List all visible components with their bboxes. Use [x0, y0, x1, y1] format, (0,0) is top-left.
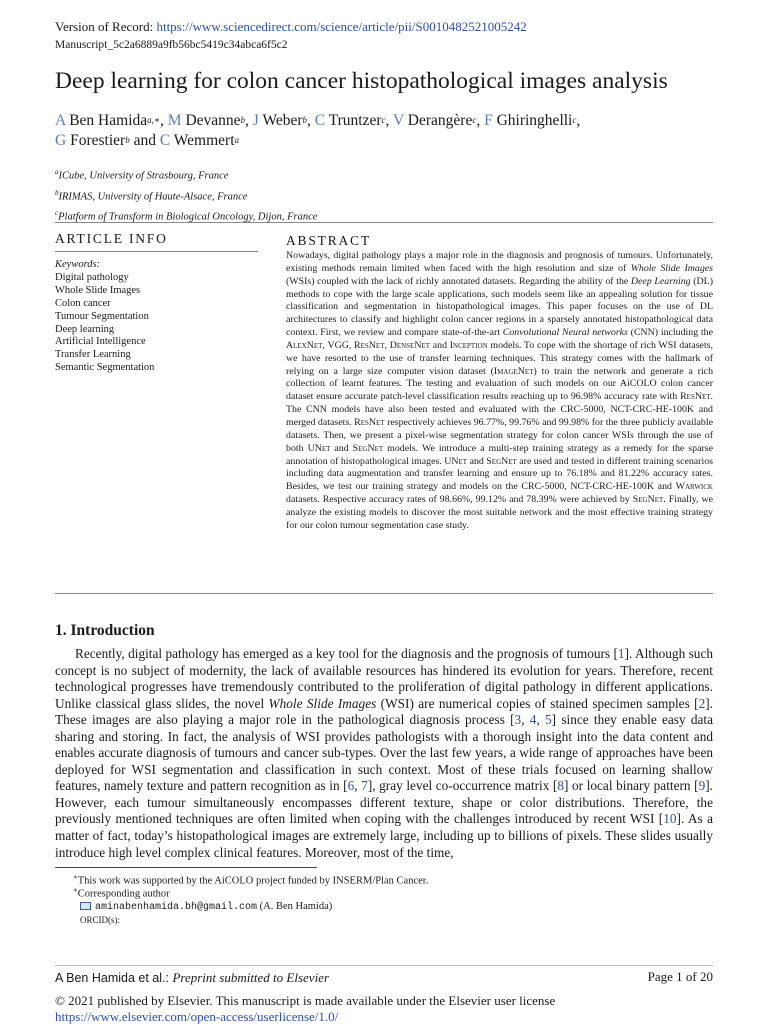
author	[55, 132, 130, 149]
affiliation-text: Platform of Transform in Biological Oncology, Dijon, France	[58, 211, 318, 223]
text-run: (CNN) including the	[627, 327, 713, 339]
version-of-record	[55, 19, 527, 35]
keyword: Whole Slide Images	[55, 284, 141, 296]
page-number: Page 1 of 20	[647, 969, 713, 984]
divider	[55, 593, 713, 594]
citation-link[interactable]: 4	[529, 712, 537, 728]
footnote-text: This work was supported by the AiCOLO project funded by INSERM/Plan Cancer.	[77, 875, 429, 887]
author-email[interactable]: aminabenhamida.bh@gmail.com	[95, 902, 258, 913]
abstract-heading: ABSTRACT	[286, 233, 371, 248]
paragraph	[55, 646, 713, 861]
text-run: ]. Although such concept is no subject of modernity, the lack of available resources has hindered its evolution for years. Therefore, recent technological progresses have tremendously contributed to the proliferation of digital pathology in different applications. Unlike classical glass slides, the novel	[55, 646, 713, 711]
keyword-list	[55, 259, 255, 375]
author-initial: A	[55, 112, 66, 129]
running-authors: A Ben Hamida et al.:	[55, 971, 169, 985]
keywords-label: Keywords:	[55, 259, 101, 270]
text-run: datasets. Respective accuracy rates of 98.66%, 99.12% and 78.39% were achieved by	[286, 494, 633, 506]
affiliation-text: IRIMAS, University of Haute-Alsace, France	[58, 191, 248, 202]
affiliation-mark: a	[55, 168, 59, 176]
text-run: ]. As a matter of fact, today’s histopathological images are extremely large, including up to billions of pixels. These slides usually introduce high level complex clinical features. Moreover, most of the time,	[55, 811, 713, 860]
model-name: SegNet	[632, 494, 664, 506]
author-initial: C	[159, 132, 171, 149]
text-run: respectively achieves 96.77%, 99.76% and 99.98% for the three publicly available datasets. Then, we present a pixel-wise segmentation strategy for colon cancer WSIs through the use of both	[286, 416, 713, 454]
text-run: models. To cope with the shortage of rich WSI datasets, we have resorted to the use of transfer learning techniques. This strategy comes with the hallmark of relying on a large size computer vision dataset (	[286, 339, 713, 377]
author-affiliation-mark: a	[234, 135, 240, 145]
author-initial: M	[167, 112, 182, 129]
emphasis: Whole Slide Images	[630, 262, 713, 274]
author	[160, 132, 239, 149]
emphasis: Convolutional Neural networks	[502, 327, 628, 339]
affiliation-mark: b	[55, 188, 59, 197]
vor-label: Version of Record:	[55, 19, 154, 34]
text-run: ], gray level co-occurrence matrix [	[367, 778, 558, 794]
author-affiliation-mark: c	[381, 115, 386, 125]
citation-link[interactable]: 2	[698, 695, 706, 711]
email-owner: (A. Ben Hamida)	[259, 901, 333, 912]
license-link[interactable]: https://www.elsevier.com/open-access/userlicense/1.0/	[55, 1009, 339, 1024]
emphasis: Deep Learning	[630, 275, 691, 287]
text-run: . Finally, we analyze the existing models to discover the most suitable network and the most effective training strategy for our colon tumour segmentation case study.	[286, 494, 713, 531]
citation-link[interactable]: 9	[698, 778, 706, 794]
footnote-mark: ∗	[73, 873, 78, 881]
citation-link[interactable]: 5	[545, 712, 552, 728]
author-affiliation-mark: c	[472, 115, 477, 125]
author-list: A Ben Hamida$^{a,∗}$, M Devanne$^b$, J Weber$^b$, C Truntzer$^c$, V Derangère$^c$, F Ghiringhelli$^c$, G Forestier$^b$ and C Wemmert$^a$	[55, 112, 581, 149]
model-name: ImageNet	[493, 365, 534, 377]
funding-footnote	[73, 873, 428, 887]
keyword: Semantic Segmentation	[55, 362, 155, 374]
footer-divider	[55, 965, 713, 966]
text-run: models. We introduce a multi-step training strategy as a remedy for the sparse annotation of histopathological images.	[286, 442, 713, 467]
affiliation-text: ICube, University of Strasbourg, France	[58, 170, 229, 182]
author	[393, 112, 476, 129]
citation-link[interactable]: 8	[557, 778, 565, 794]
affiliation	[55, 185, 317, 206]
abstract-text	[286, 250, 713, 533]
footnote-text: Corresponding author	[77, 888, 170, 900]
author-initial: V	[393, 112, 404, 129]
model-name: DenseNet	[389, 339, 431, 351]
email-line	[80, 901, 332, 913]
citation-link[interactable]: 3	[514, 712, 522, 728]
citation-link[interactable]: 6	[347, 778, 355, 794]
author-initial: F	[484, 112, 493, 129]
model-name: ResNet	[680, 391, 711, 403]
citation-link[interactable]: 1	[617, 646, 625, 661]
footnote-mark: ∗	[73, 886, 78, 894]
author-name: Weber	[262, 112, 303, 129]
divider	[55, 222, 713, 223]
text-run: and	[430, 339, 450, 351]
text-run: ] or local binary pattern [	[564, 778, 699, 794]
corresponding-footnote	[73, 886, 170, 900]
text-run: are used and tested in different training scenarios including data augmentation and transfer learning and ensure up to 76.18% and 81.22% accuracy rates. Besides, we test our training strategy and models on the CRC-5000, NCT-CRC-HE-100K and	[286, 455, 713, 493]
author-affiliation-mark: b	[240, 115, 246, 125]
text-run: ]. These images are also playing a major role in the pathological diagnosis process [	[55, 695, 713, 728]
section-heading: 1. Introduction	[55, 622, 155, 639]
keyword: Tumour Segmentation	[55, 310, 149, 322]
keyword: Artificial Intelligence	[55, 336, 146, 348]
author-name: Ben Hamida	[69, 112, 148, 129]
model-name: UNet	[307, 442, 331, 454]
text-run: ] since they enable easy data sharing and storing. In fact, the analysis of WSI provides pathologists with a thorough insight into the data content and enables accurate diagnosis of tumours and cancer sub-types. Over the last few years, a wide range of approaches have been deployed for WSI segmentation and classification in such context. Most of these trials focused on learning shallow features, namely texture and pattern recognition as in [	[55, 712, 713, 794]
text-run: (WSI) are numerical copies of stained specimen samples [	[376, 695, 699, 711]
author-name: Derangère	[407, 112, 473, 129]
envelope-icon	[80, 902, 91, 910]
author	[55, 112, 160, 129]
text-run: Nowadays, digital pathology plays a major role in the diagnosis and prognosis of tumours. Unfortunately, existing methods remain limited when faced with the high resolution and size of	[286, 250, 713, 274]
author-affiliation-mark: a,∗	[147, 115, 161, 125]
affiliation	[55, 164, 317, 185]
author-initial: G	[55, 132, 67, 149]
author-name: Wemmert	[173, 132, 235, 149]
affiliation-mark: c	[55, 209, 59, 217]
license-notice	[55, 993, 555, 1025]
citation-link[interactable]: 10	[663, 811, 677, 827]
author-initial: J	[252, 112, 259, 129]
model-name: ResNet	[354, 339, 385, 351]
author-initial: C	[314, 112, 326, 129]
keyword: Deep learning	[55, 323, 115, 335]
text-run: , VGG,	[322, 339, 355, 351]
text-run: Recently, digital pathology has emerged as a key tool for the diagnosis and the prognosis of tumours [	[75, 646, 618, 661]
model-name: SegNet	[486, 455, 517, 467]
author-affiliation-mark: c	[572, 115, 577, 125]
license-text: © 2021 published by Elsevier. This manuscript is made available under the Elsevier user license	[55, 993, 556, 1008]
author-name: Forestier	[70, 132, 126, 149]
text-run: ,	[384, 339, 390, 351]
text-run: . The CNN models have also been tested and evaluated with the CRC-5000, NCT-CRC-HE-100K and merged datasets.	[286, 391, 713, 428]
author	[168, 112, 245, 129]
article-info-heading: ARTICLE INFO	[55, 231, 168, 246]
running-note: Preprint submitted to Elsevier	[172, 970, 330, 985]
author-name: Devanne	[185, 112, 241, 129]
text-run: and	[330, 442, 353, 454]
footnote-divider	[55, 867, 317, 868]
model-name: ResNet	[354, 416, 385, 428]
emphasis: Whole Slide Images	[268, 695, 377, 711]
divider	[55, 251, 258, 252]
model-name: Warwick	[675, 481, 713, 493]
text-run: ,	[521, 712, 530, 728]
citation-link[interactable]: 7	[361, 778, 368, 794]
model-name: AlexNet	[286, 339, 323, 351]
running-footer	[55, 970, 329, 986]
orcid-label: ORCID(s):	[80, 915, 120, 925]
author-name: Truntzer	[328, 112, 382, 129]
keyword: Colon cancer	[55, 297, 111, 309]
author	[315, 112, 386, 129]
text-run: ,	[536, 712, 546, 728]
author-affiliation-mark: b	[302, 115, 307, 125]
text-run: ]. However, each tumour simultaneously encompasses different texture, shape or color distributions. Therefore, the previously mentioned techniques are often limited when coping with the challenges introduced by recent WSI [	[55, 778, 714, 827]
keyword: Transfer Learning	[55, 349, 131, 361]
keyword: Digital pathology	[55, 271, 129, 283]
text-run: (DL) methods to cope with the large scale applications, such models seem like an appealing solution for tissue classification and segmentation in histopathological images. This paper focuses on the use of DL architectures to classify and highlight colon cancer regions in a sparsely annotated histopathological data context. First, we review and compare state-of-the-art	[286, 275, 713, 339]
text-run: and	[467, 455, 487, 467]
author	[253, 112, 307, 129]
text-run: ) to train the network and generate a rich collection of learnt features. The testing and evaluation of such models on our AiCOLO colon cancer dataset ensure accurate patch-level classification results reaching up to 96.98% accuracy rate with	[286, 365, 714, 403]
text-run: (WSIs) coupled with the lack of richly annotated datasets. Regarding the ability of the	[286, 275, 631, 287]
text-run: ,	[354, 778, 362, 794]
affiliation-list	[55, 164, 317, 226]
author-affiliation-mark: b	[125, 135, 130, 145]
model-name: SegNet	[352, 442, 384, 454]
author-and: and	[133, 132, 156, 149]
author	[484, 112, 576, 129]
manuscript-id: Manuscript_5c2a6889a9fb56bc5419c34abca6f5c2	[55, 39, 288, 51]
paper-title: Deep learning for colon cancer histopathological images analysis	[55, 68, 668, 94]
vor-link[interactable]: https://www.sciencedirect.com/science/article/pii/S0010482521005242	[156, 19, 527, 34]
model-name: Inception	[449, 339, 488, 351]
introduction-body	[55, 646, 713, 861]
model-name: UNet	[444, 455, 468, 467]
author-name: Ghiringhelli	[496, 112, 573, 129]
